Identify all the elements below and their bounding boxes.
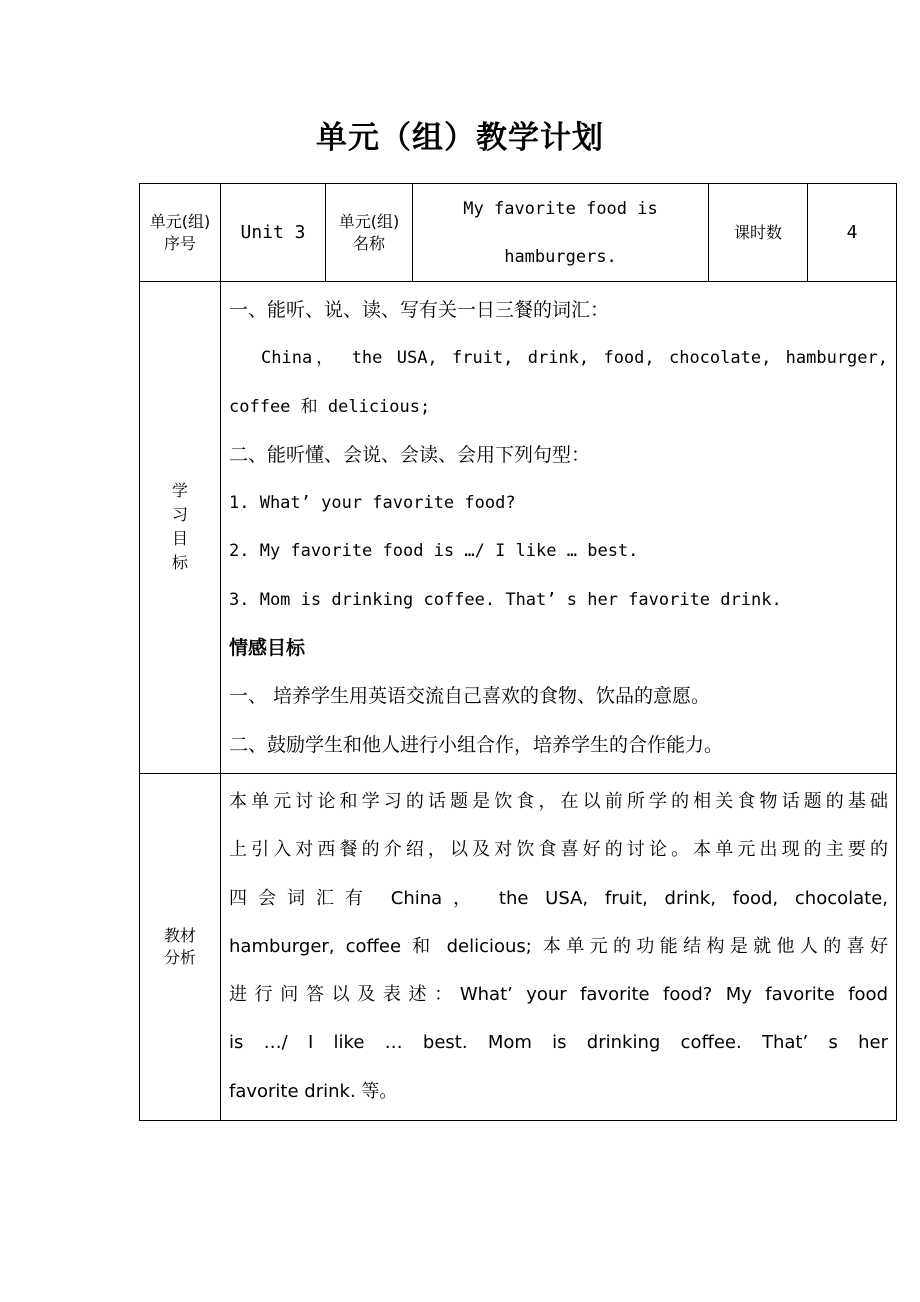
analysis-line: hamburger, coffee 和 delicious; 本单元的功能结构是就他人的喜好 (229, 935, 888, 957)
goal-line: 一、 培养学生用英语交流自己喜欢的食物、饮品的意愿。 (229, 685, 711, 708)
unit-name-value: My favorite food is hamburgers. (413, 184, 709, 282)
goal-line: 2. My favorite food is …/ I like … best. (229, 541, 639, 562)
analysis-content (221, 773, 897, 1120)
unit-no-label: 单元(组) 序号 (140, 184, 221, 282)
goal-line: 二、鼓励学生和他人进行小组合作，培养学生的合作能力。 (229, 733, 724, 756)
analysis-line: 四会词汇有 China， the USA, fruit, drink, food, chocolate, (229, 887, 888, 909)
goal-line: 1. What’ your favorite food? (229, 493, 516, 514)
goals-label: 学 习 目 标 (140, 282, 221, 774)
analysis-line: 上引入对西餐的介绍，以及对饮食喜好的讨论。本单元出现的主要的 (229, 839, 888, 861)
goals-row (140, 282, 897, 774)
goals-content (221, 282, 897, 774)
analysis-line: 本单元讨论和学习的话题是饮食，在以前所学的相关食物话题的基础 (229, 790, 888, 812)
unit-name-label: 单元(组) 名称 (326, 184, 413, 282)
analysis-row (140, 773, 897, 1120)
analysis-line: favorite drink. 等。 (229, 1080, 398, 1102)
goal-line: 二、能听懂、会说、会读、会用下列句型： (229, 443, 591, 466)
goal-line: China， the USA, fruit, drink, food, chocolate, hamburger, (261, 348, 888, 369)
goal-line: 一、能听、说、读、写有关一日三餐的词汇： (229, 299, 610, 321)
goal-line: coffee 和 delicious; (229, 396, 431, 417)
periods-value: 4 (808, 184, 897, 282)
page-title: 单元（组）教学计划 (316, 120, 604, 156)
analysis-line: 进行问答以及表述：What’ your favorite food? My favorite food (229, 984, 888, 1006)
header-row (140, 184, 897, 282)
plan-table (139, 183, 897, 1121)
analysis-line: is …/ I like … best. Mom is drinking coffee. That’ s her (229, 1032, 888, 1054)
periods-label: 课时数 (709, 184, 808, 282)
goal-subheading: 情感目标 (229, 637, 306, 660)
unit-no-value: Unit 3 (221, 184, 326, 282)
analysis-label: 教材 分析 (140, 773, 221, 1120)
goal-line: 3. Mom is drinking coffee. That’ s her favorite drink. (229, 589, 782, 610)
